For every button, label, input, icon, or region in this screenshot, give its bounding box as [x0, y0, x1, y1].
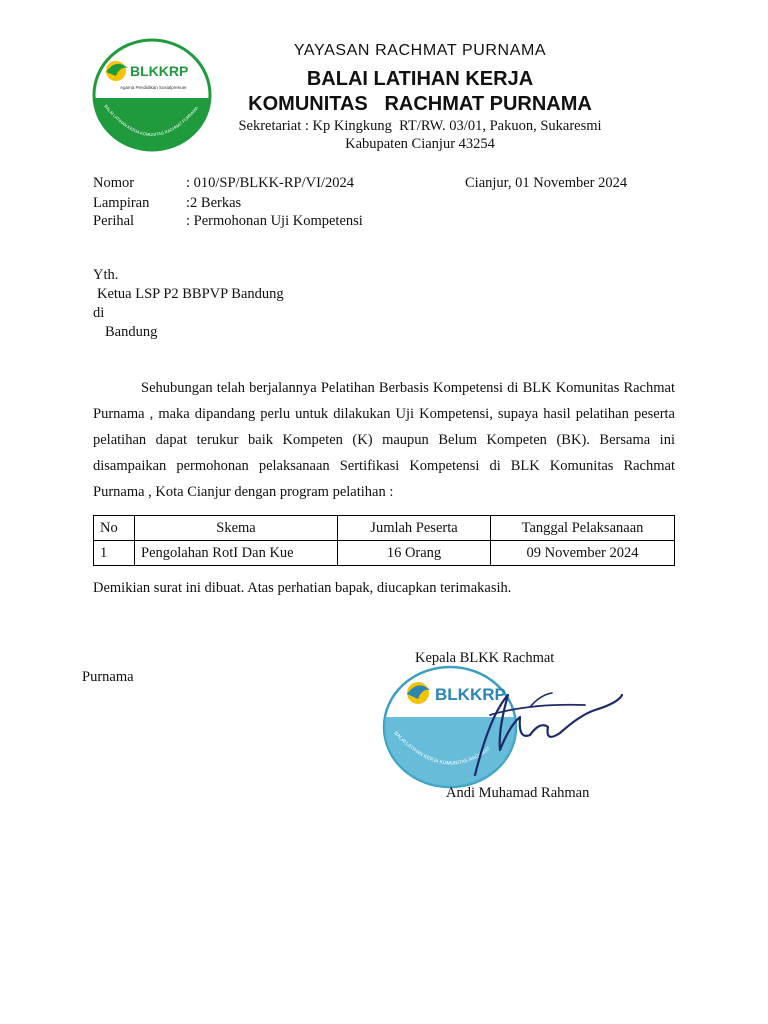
yayasan-name: YAYASAN RACHMAT PURNAMA — [293, 42, 547, 59]
stamp-ring-text: BALAI LATIHAN KERJA KOMUNITAS RACHMAT — [392, 730, 492, 767]
header-skema: Skema — [135, 516, 338, 541]
signatory-name: Andi Muhamad Rahman — [446, 785, 590, 801]
logo-text: BLKKRP — [130, 63, 189, 79]
recipient-city: Bandung — [105, 324, 158, 340]
header-tanggal-pelaksanaan: Tanggal Pelaksanaan — [491, 516, 675, 541]
nomor-value: : 010/SP/BLKK-RP/VI/2024 — [186, 175, 354, 191]
cell-no: 1 — [94, 541, 135, 566]
signatory-title-continued: Purnama — [82, 669, 134, 685]
training-program-table — [93, 515, 675, 566]
cell-tanggal-pelaksanaan: 09 November 2024 — [491, 541, 675, 566]
table-header-row — [94, 516, 675, 541]
perihal-label: Perihal — [93, 213, 135, 229]
header-jumlah-peserta: Jumlah Peserta — [338, 516, 491, 541]
cell-skema: Pengolahan RotI Dan Kue — [135, 541, 338, 566]
cell-jumlah-peserta: 16 Orang — [338, 541, 491, 566]
table-row — [94, 541, 675, 566]
recipient-yth: Yth. — [93, 267, 119, 283]
address-line-2: Kabupaten Cianjur 43254 — [345, 136, 495, 152]
letter-date: Cianjur, 01 November 2024 — [465, 175, 628, 191]
logo-ring-text: BALAI LATIHAN KERJA KOMUNITAS RACHMAT PURNAMA — [103, 103, 200, 138]
stamp-text: BLKKRP — [435, 685, 506, 704]
closing-sentence: Demikian surat ini dibuat. Atas perhatian bapak, diucapkan terimakasih. — [93, 580, 512, 596]
letter-body-paragraph: Sehubungan telah berjalannya Pelatihan Berbasis Kompetensi di BLK Komunitas Rachmat Purnama , maka dipandang perlu untuk dilakukan Uji Kompetensi, supaya hasil pelatihan peserta pelatihan dapat terukur baik Kompeten (K) maupun Belum Kompeten (BK). Bersama ini disampaikan permohonan pelaksanaan Sertifikasi Kompetensi di BLK Komunitas Rachmat Purnama , Kota Cianjur dengan program pelatihan : — [93, 380, 675, 500]
recipient-di: di — [93, 305, 105, 321]
komunitas-name: KOMUNITAS RACHMAT PURNAMA — [248, 93, 592, 115]
signatory-title: Kepala BLKK Rachmat — [415, 650, 555, 666]
address-line-1: Sekretariat : Kp Kingkung RT/RW. 03/01, Pakuon, Sukaresmi — [238, 118, 602, 134]
blkkrp-logo — [90, 36, 214, 154]
recipient-name: Ketua LSP P2 BBPVP Bandung — [97, 286, 284, 302]
lampiran-label: Lampiran — [93, 195, 150, 211]
nomor-label: Nomor — [93, 175, 135, 191]
header-no: No — [94, 516, 135, 541]
balai-name: BALAI LATIHAN KERJA — [306, 68, 534, 90]
lampiran-value: :2 Berkas — [186, 195, 242, 211]
logo-motto: Agama Pendidikan Sosialprenuer — [120, 85, 187, 90]
official-stamp — [380, 655, 625, 790]
perihal-value: : Permohonan Uji Kompetensi — [186, 213, 363, 229]
